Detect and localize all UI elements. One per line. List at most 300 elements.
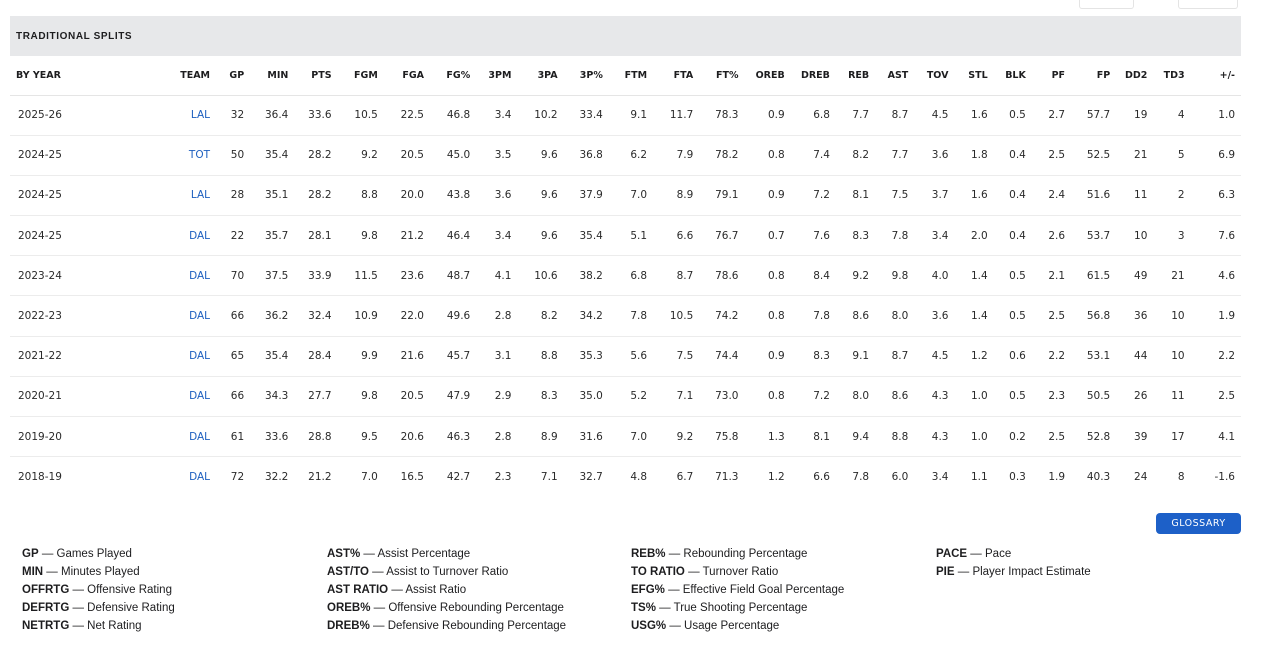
legend-item: [936, 545, 1091, 563]
stat-cell: 6.7: [676, 471, 694, 484]
column-header[interactable]: REB: [836, 56, 875, 95]
column-header[interactable]: FTM: [609, 56, 653, 95]
legend-desc: Net Rating: [87, 620, 142, 632]
legend-item: [327, 545, 566, 563]
stat-cell: 0.5: [994, 376, 1032, 416]
stat-cell: 42.7: [446, 471, 471, 484]
stat-cell: 49.6: [430, 296, 476, 336]
stat-cell: 1.2: [954, 336, 993, 376]
stat-cell: 8.3: [836, 216, 875, 256]
stat-cell: 9.8: [875, 256, 914, 296]
stat-cell: 21.2: [308, 471, 332, 484]
column-header[interactable]: FGA: [384, 56, 430, 95]
stat-cell: 8: [1177, 471, 1185, 484]
stat-cell: 33.4: [564, 95, 609, 135]
stat-cell: 10.5: [338, 95, 384, 135]
stat-cell: 35.0: [564, 376, 609, 416]
table-row: [10, 95, 1241, 135]
stat-cell: 35.1: [250, 175, 294, 215]
legend-abbr: TO RATIO: [631, 566, 685, 578]
stat-cell: 0.8: [744, 135, 790, 175]
legend-dash: —: [43, 566, 61, 578]
stat-cell: 1.8: [954, 135, 993, 175]
stat-cell: 48.7: [430, 256, 476, 296]
stat-cell: 0.9: [744, 175, 790, 215]
team-link[interactable]: DAL: [171, 336, 216, 376]
stat-cell: 9.2: [836, 256, 875, 296]
legend-desc: Minutes Played: [60, 566, 140, 578]
legend-item: [22, 617, 175, 635]
column-header[interactable]: +/-: [1191, 56, 1241, 95]
stat-cell: 8.8: [338, 175, 384, 215]
legend-column: [936, 545, 1091, 581]
stat-cell: 35.4: [564, 216, 609, 256]
stat-cell: 8.9: [653, 175, 699, 215]
stat-cell: 36: [1116, 296, 1153, 336]
stat-cell: 76.7: [699, 216, 744, 256]
legend-abbr: EFG%: [631, 584, 665, 596]
stat-cell: 1.6: [954, 175, 993, 215]
stat-cell: 49: [1116, 256, 1153, 296]
stat-cell: 20.0: [384, 175, 430, 215]
stat-cell: 3.5: [476, 135, 517, 175]
stat-cell: 28.1: [294, 216, 337, 256]
stat-cell: 7.7: [836, 95, 875, 135]
stat-cell: 8.9: [517, 417, 563, 457]
stat-cell: 45.7: [430, 336, 476, 376]
column-header[interactable]: DD2: [1116, 56, 1153, 95]
stat-cell: 46.8: [430, 95, 476, 135]
stat-cell: 0.8: [744, 256, 790, 296]
stat-cell: 7.0: [361, 471, 378, 484]
stat-cell: 5.6: [609, 336, 653, 376]
column-header[interactable]: TEAM: [171, 56, 216, 95]
stat-cell: 75.8: [699, 417, 744, 457]
stat-cell: 9.6: [517, 135, 563, 175]
stat-cell: 7.1: [540, 471, 558, 484]
stat-cell: 38.2: [564, 256, 609, 296]
stat-cell: 53.1: [1071, 336, 1116, 376]
filter-dropdown-stub[interactable]: [1079, 0, 1134, 9]
team-link[interactable]: DAL: [171, 256, 216, 296]
stat-cell: 9.9: [338, 336, 384, 376]
season-cell: 2019-20: [10, 417, 171, 457]
stat-cell: 2.2: [1032, 336, 1071, 376]
stat-cell: 28.2: [294, 175, 337, 215]
stat-cell: 78.3: [699, 95, 744, 135]
stat-cell: 36.4: [250, 95, 294, 135]
column-header[interactable]: PF: [1032, 56, 1071, 95]
stat-cell: 3.4: [476, 216, 517, 256]
team-link[interactable]: LAL: [171, 95, 216, 135]
stat-cell: 74.2: [699, 296, 744, 336]
stat-cell: 36.8: [564, 135, 609, 175]
panel-title-text: TRADITIONAL SPLITS: [16, 30, 133, 42]
stat-cell: 3.1: [476, 336, 517, 376]
stat-cell: 33.9: [294, 256, 337, 296]
stat-cell: 6.6: [653, 216, 699, 256]
stat-cell: 32.4: [294, 296, 337, 336]
stat-cell: 21.2: [384, 216, 430, 256]
stat-cell: 6.9: [1191, 135, 1241, 175]
stat-cell: 0.4: [994, 175, 1032, 215]
stat-cell: 61: [216, 417, 250, 457]
stat-cell: 8.0: [875, 296, 914, 336]
stat-cell: 0.8: [744, 296, 790, 336]
legend-desc: Offensive Rating: [87, 584, 172, 596]
stat-cell: 28.4: [294, 336, 337, 376]
column-header[interactable]: 3PA: [517, 56, 563, 95]
table-header-row: [10, 56, 1241, 95]
stat-cell: 32.2: [264, 471, 289, 484]
stat-cell: 7.5: [875, 175, 914, 215]
legend-desc: Assist to Turnover Ratio: [386, 566, 509, 578]
stat-cell: 0.8: [744, 376, 790, 416]
panel-title: [10, 16, 1241, 56]
stat-cell: 35.4: [250, 135, 294, 175]
stat-cell: 7.9: [653, 135, 699, 175]
season-cell: 2023-24: [10, 256, 171, 296]
stat-cell: 7.5: [653, 336, 699, 376]
stat-cell: 8.6: [875, 376, 914, 416]
stat-cell: 20.5: [384, 376, 430, 416]
stat-cell: 0.5: [994, 296, 1032, 336]
legend-item: [327, 617, 566, 635]
stat-cell: 5.1: [609, 216, 653, 256]
stat-cell: 11.5: [338, 256, 384, 296]
stat-cell: 0.3: [1009, 471, 1026, 484]
stat-cell: 4.5: [914, 95, 954, 135]
stat-cell: 7.8: [791, 296, 836, 336]
column-header[interactable]: FGM: [338, 56, 384, 95]
stat-cell: 8.1: [791, 417, 836, 457]
stat-cell: 8.7: [875, 95, 914, 135]
stat-cell: 9.6: [517, 175, 563, 215]
stat-cell: 3.4: [931, 471, 949, 484]
stat-cell: 65: [216, 336, 250, 376]
stat-cell: 17: [1153, 417, 1190, 457]
legend-dash: —: [360, 548, 378, 560]
team-link[interactable]: TOT: [171, 135, 216, 175]
stat-cell: 8.8: [875, 417, 914, 457]
column-header[interactable]: MIN: [250, 56, 294, 95]
stat-cell: 44: [1116, 336, 1153, 376]
legend-dash: —: [388, 584, 406, 596]
stat-cell: 8.3: [517, 376, 563, 416]
season-cell: 2021-22: [10, 336, 171, 376]
stat-cell: 4.0: [914, 256, 954, 296]
team-link[interactable]: DAL: [189, 471, 210, 484]
stat-cell: 1.2: [768, 471, 785, 484]
column-header[interactable]: FTA: [653, 56, 699, 95]
stat-cell: 8.2: [517, 296, 563, 336]
stat-cell: 22.5: [384, 95, 430, 135]
stat-cell: 7.1: [653, 376, 699, 416]
table-row: [10, 457, 1241, 497]
stat-cell: 2.3: [1032, 376, 1071, 416]
legend-dash: —: [954, 566, 973, 578]
stat-cell: 23.6: [384, 256, 430, 296]
stat-cell: 8.6: [836, 296, 875, 336]
stat-cell: 9.2: [653, 417, 699, 457]
stat-cell: 7.2: [791, 175, 836, 215]
legend-desc: True Shooting Percentage: [673, 602, 808, 614]
stat-cell: 2.5: [1032, 135, 1071, 175]
column-header[interactable]: AST: [875, 56, 914, 95]
stat-cell: 8.2: [836, 135, 875, 175]
stat-cell: 35.3: [564, 336, 609, 376]
stat-cell: 8.8: [517, 336, 563, 376]
glossary-button[interactable]: GLOSSARY: [1156, 513, 1241, 534]
stat-cell: 2.5: [1191, 376, 1241, 416]
stat-cell: 11.7: [653, 95, 699, 135]
season-cell: 2025-26: [10, 95, 171, 135]
legend-item: [22, 545, 175, 563]
stat-cell: 21: [1153, 256, 1190, 296]
table-row: [10, 296, 1241, 336]
stat-cell: 7.0: [609, 175, 653, 215]
stat-cell: 22.0: [384, 296, 430, 336]
legend-desc: Pace: [985, 548, 1012, 560]
stat-cell: 2.0: [954, 216, 993, 256]
legend-desc: Defensive Rebounding Percentage: [387, 620, 567, 632]
stat-cell: 8.7: [653, 256, 699, 296]
stat-cell: 24: [1134, 471, 1148, 484]
stat-cell: 6.8: [609, 256, 653, 296]
legend-abbr: OFFRTG: [22, 584, 70, 596]
team-link[interactable]: LAL: [171, 175, 216, 215]
legend-column: [327, 545, 566, 635]
stat-cell: 35.4: [250, 336, 294, 376]
column-header[interactable]: 3PM: [476, 56, 517, 95]
team-link[interactable]: DAL: [171, 417, 216, 457]
stat-cell: 33.6: [250, 417, 294, 457]
stat-cell: 32: [216, 95, 250, 135]
stat-cell: 43.8: [430, 175, 476, 215]
legend-desc: Turnover Ratio: [702, 566, 779, 578]
stat-cell: 19: [1116, 95, 1153, 135]
column-header[interactable]: 3P%: [564, 56, 609, 95]
stat-cell: 8.3: [791, 336, 836, 376]
stat-cell: 22: [216, 216, 250, 256]
stat-cell: 4.1: [476, 256, 517, 296]
stat-cell: 2.8: [476, 296, 517, 336]
column-header[interactable]: TOV: [914, 56, 954, 95]
legend-item: [22, 581, 175, 599]
stat-cell: 7.6: [1191, 216, 1241, 256]
stat-cell: 0.2: [994, 417, 1032, 457]
stat-cell: 9.5: [338, 417, 384, 457]
legend-abbr: PIE: [936, 566, 955, 578]
column-header[interactable]: GP: [216, 56, 250, 95]
column-header[interactable]: STL: [954, 56, 993, 95]
column-header[interactable]: BY YEAR: [10, 56, 171, 95]
stat-cell: 10.2: [517, 95, 563, 135]
stat-cell: 0.4: [994, 216, 1032, 256]
stat-cell: 2.3: [494, 471, 512, 484]
legend-abbr: TS%: [631, 602, 656, 614]
stat-cell: 2.6: [1032, 216, 1071, 256]
legend-item: [327, 581, 566, 599]
stat-cell: 39: [1116, 417, 1153, 457]
stat-cell: 70: [216, 256, 250, 296]
stat-cell: -1.6: [1214, 471, 1235, 484]
team-link[interactable]: DAL: [171, 376, 216, 416]
table-row: [10, 216, 1241, 256]
column-header[interactable]: TD3: [1153, 56, 1190, 95]
stat-cell: 1.9: [1048, 471, 1066, 484]
stat-cell: 2.5: [1032, 296, 1071, 336]
stat-cell: 2.2: [1191, 336, 1241, 376]
stat-cell: 6.2: [609, 135, 653, 175]
stat-cell: 46.3: [430, 417, 476, 457]
stat-cell: 66: [216, 376, 250, 416]
legend-abbr: GP: [22, 548, 39, 560]
column-header[interactable]: OREB: [744, 56, 790, 95]
stat-cell: 52.5: [1071, 135, 1116, 175]
table-row: [10, 376, 1241, 416]
stat-cell: 2.8: [476, 417, 517, 457]
stat-cell: 7.7: [875, 135, 914, 175]
legend-abbr: DREB%: [327, 620, 370, 632]
stat-cell: 2.7: [1032, 95, 1071, 135]
stat-cell: 7.8: [875, 216, 914, 256]
stat-cell: 0.5: [994, 256, 1032, 296]
season-cell: 2022-23: [10, 296, 171, 336]
team-link[interactable]: DAL: [171, 216, 216, 256]
table-row: [10, 135, 1241, 175]
stat-cell: 7.4: [791, 135, 836, 175]
stat-cell: 1.6: [954, 95, 993, 135]
stat-cell: 2.1: [1032, 256, 1071, 296]
stat-cell: 9.1: [836, 336, 875, 376]
legend-dash: —: [69, 602, 88, 614]
stat-cell: 10.6: [517, 256, 563, 296]
legend-desc: Rebounding Percentage: [683, 548, 808, 560]
stat-cell: 7.8: [852, 471, 870, 484]
stat-cell: 50.5: [1071, 376, 1116, 416]
stat-cell: 4.5: [914, 336, 954, 376]
legend-abbr: USG%: [631, 620, 667, 632]
legend-abbr: AST%: [327, 548, 361, 560]
table-row: [10, 256, 1241, 296]
stat-cell: 71.3: [715, 471, 739, 484]
legend-item: [327, 599, 566, 617]
stat-cell: 53.7: [1071, 216, 1116, 256]
stat-cell: 5: [1153, 135, 1190, 175]
legend-item: [631, 617, 844, 635]
filter-dropdown-stub[interactable]: [1178, 0, 1238, 9]
legend-dash: —: [69, 620, 88, 632]
stat-cell: 10: [1116, 216, 1153, 256]
stat-cell: 7.6: [791, 216, 836, 256]
legend-dash: —: [666, 620, 685, 632]
column-header[interactable]: DREB: [791, 56, 836, 95]
legend-dash: —: [369, 620, 388, 632]
legend-dash: —: [684, 566, 703, 578]
legend-dash: —: [664, 584, 683, 596]
stat-cell: 1.9: [1191, 296, 1241, 336]
stat-cell: 37.5: [250, 256, 294, 296]
stat-cell: 0.4: [994, 135, 1032, 175]
stat-cell: 3.7: [914, 175, 954, 215]
season-cell: 2024-25: [10, 216, 171, 256]
stat-cell: 1.0: [954, 417, 993, 457]
stat-cell: 56.8: [1071, 296, 1116, 336]
legend-abbr: OREB%: [327, 602, 371, 614]
legend-item: [936, 563, 1091, 581]
stat-cell: 47.9: [430, 376, 476, 416]
stat-cell: 6.3: [1191, 175, 1241, 215]
legend-column: [631, 545, 844, 635]
stat-cell: 1.0: [954, 376, 993, 416]
stat-cell: 51.6: [1071, 175, 1116, 215]
stat-cell: 78.2: [699, 135, 744, 175]
stat-cell: 2: [1153, 175, 1190, 215]
stat-cell: 0.9: [744, 336, 790, 376]
stat-cell: 1.4: [954, 296, 993, 336]
stat-cell: 3.4: [914, 216, 954, 256]
legend-item: [631, 581, 844, 599]
season-cell: 2020-21: [10, 376, 171, 416]
stat-cell: 6.6: [813, 471, 830, 484]
stat-cell: 9.4: [836, 417, 875, 457]
legend-desc: Usage Percentage: [684, 620, 780, 632]
legend-dash: —: [38, 548, 57, 560]
legend-dash: —: [370, 602, 389, 614]
stat-cell: 34.3: [250, 376, 294, 416]
stat-cell: 33.6: [294, 95, 337, 135]
legend-item: [631, 545, 844, 563]
team-link[interactable]: DAL: [171, 296, 216, 336]
stat-cell: 5.2: [609, 376, 653, 416]
stat-cell: 1.4: [954, 256, 993, 296]
stat-cell: 74.4: [699, 336, 744, 376]
legend-item: [631, 599, 844, 617]
legend-abbr: PACE: [936, 548, 968, 560]
stat-cell: 8.7: [875, 336, 914, 376]
stat-cell: 28.2: [294, 135, 337, 175]
legend-item: [22, 563, 175, 581]
column-header[interactable]: FG%: [430, 56, 476, 95]
table-row: [10, 417, 1241, 457]
stat-cell: 28: [216, 175, 250, 215]
stat-cell: 3.6: [476, 175, 517, 215]
stat-cell: 8.4: [791, 256, 836, 296]
stat-cell: 8.0: [836, 376, 875, 416]
table-row: [10, 175, 1241, 215]
legend-desc: Offensive Rebounding Percentage: [388, 602, 564, 614]
column-header[interactable]: PTS: [294, 56, 337, 95]
stat-cell: 6.8: [791, 95, 836, 135]
stat-cell: 7.0: [609, 417, 653, 457]
legend-abbr: REB%: [631, 548, 666, 560]
stat-cell: 52.8: [1071, 417, 1116, 457]
stat-cell: 20.5: [384, 135, 430, 175]
legend-abbr: MIN: [22, 566, 44, 578]
column-header[interactable]: FT%: [699, 56, 744, 95]
stat-cell: 50: [216, 135, 250, 175]
column-header[interactable]: FP: [1071, 56, 1116, 95]
stat-cell: 9.8: [338, 376, 384, 416]
legend-column: [22, 545, 175, 635]
stat-cell: 10: [1153, 336, 1190, 376]
column-header[interactable]: BLK: [994, 56, 1032, 95]
legend-item: [327, 563, 566, 581]
legend-desc: Effective Field Goal Percentage: [682, 584, 845, 596]
stat-cell: 2.5: [1032, 417, 1071, 457]
stat-cell: 11: [1116, 175, 1153, 215]
